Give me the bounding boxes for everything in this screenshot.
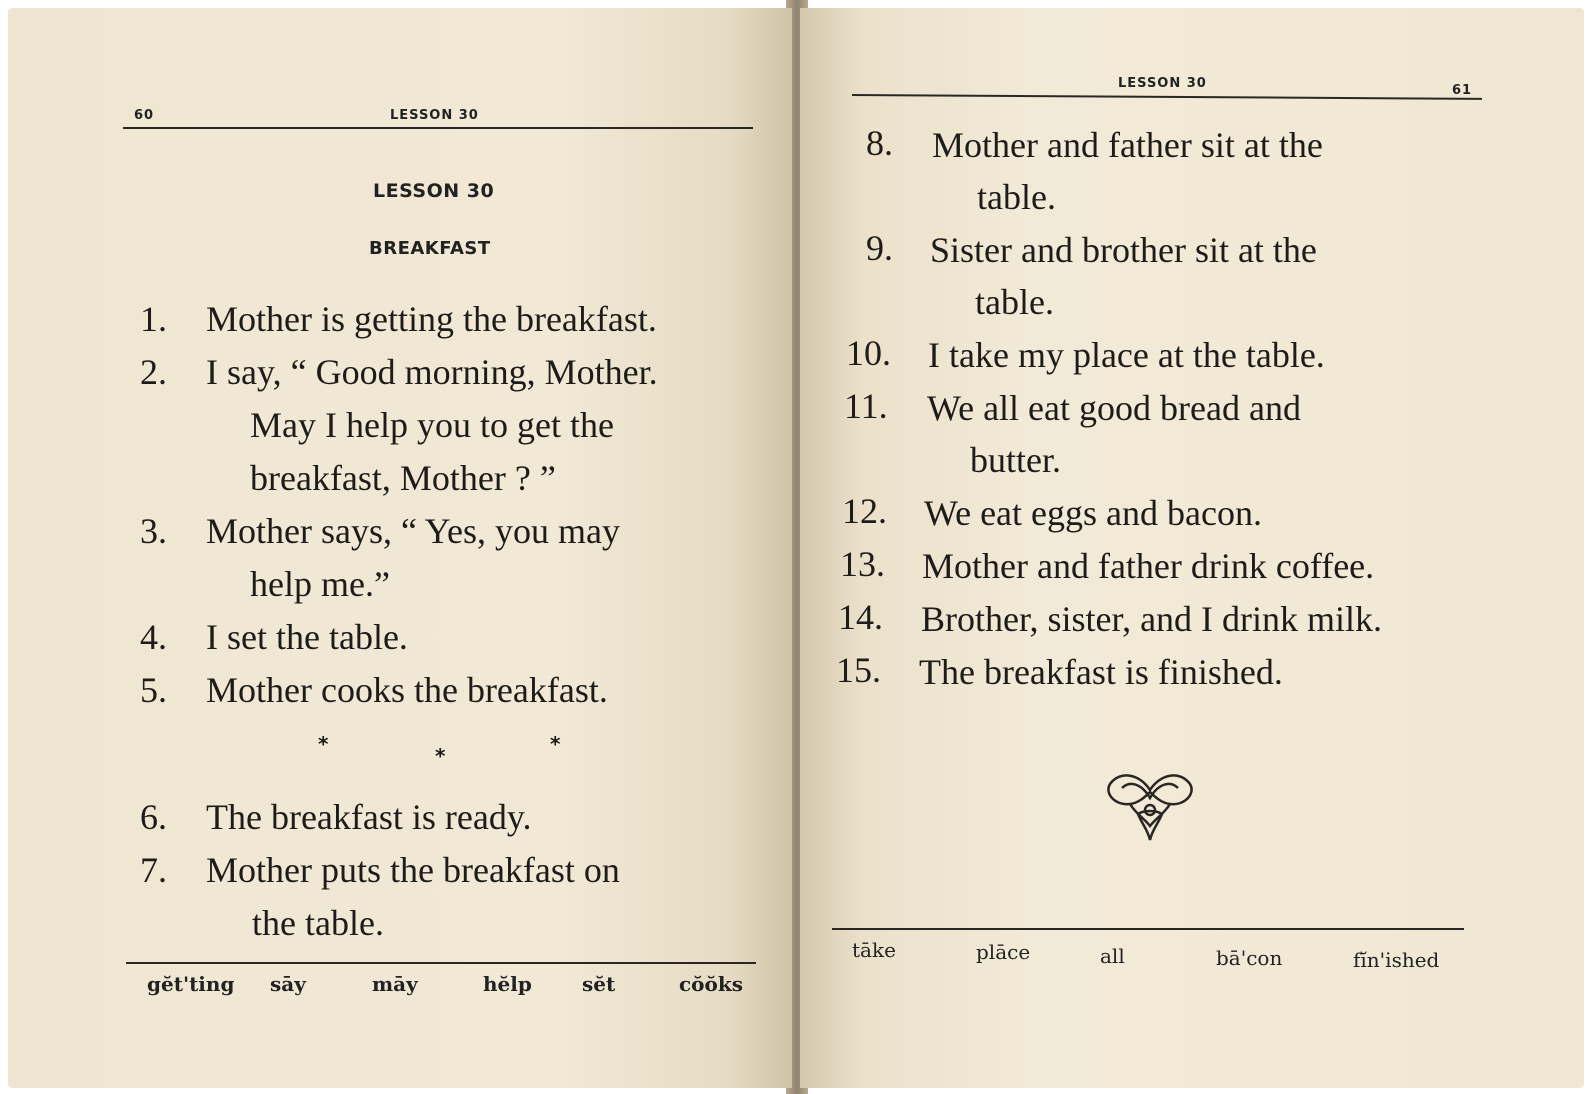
vocab-word: sĕt [582, 972, 616, 996]
right-running-head: LESSON 30 [1118, 76, 1207, 91]
vocab-word: hĕlp [483, 972, 532, 996]
item-number: 12. [842, 491, 887, 531]
left-page-number: 60 [134, 108, 155, 123]
item-line: May I help you to get the [250, 405, 614, 445]
vocab-word: sāy [270, 972, 306, 996]
divider-star: * [550, 732, 561, 756]
vocab-word: gĕt'ting [147, 972, 235, 996]
left-vocab-rule [126, 962, 756, 964]
item-line: Mother is getting the breakfast. [206, 299, 657, 339]
vocab-word: tāke [852, 938, 896, 962]
vocab-word: all [1100, 944, 1125, 968]
item-number: 11. [844, 386, 888, 426]
item-number: 7. [140, 850, 167, 890]
right-header-rule [852, 94, 1482, 100]
lesson-title: LESSON 30 [373, 180, 495, 202]
item-number: 9. [866, 228, 893, 268]
item-line: We eat eggs and bacon. [924, 493, 1262, 533]
right-page-number: 61 [1452, 83, 1473, 98]
left-page [8, 8, 792, 1088]
item-number: 4. [140, 617, 167, 657]
item-line: Mother and father drink coffee. [922, 546, 1375, 586]
item-line: Brother, sister, and I drink milk. [921, 599, 1383, 639]
celtic-knot-ornament-icon [1100, 770, 1200, 846]
item-line: The breakfast is ready. [206, 797, 532, 837]
item-number: 6. [140, 797, 167, 837]
item-number: 8. [866, 123, 893, 163]
item-number: 10. [846, 333, 891, 373]
item-line: The breakfast is finished. [919, 652, 1283, 692]
item-line: the table. [252, 903, 384, 943]
vocab-word: fĭn'ished [1353, 948, 1440, 972]
item-line: butter. [970, 440, 1061, 480]
divider-star: * [435, 744, 446, 768]
item-line: I take my place at the table. [928, 335, 1325, 375]
right-vocab-rule [832, 928, 1464, 930]
item-number: 13. [840, 544, 885, 584]
item-line: Mother says, “ Yes, you may [206, 511, 620, 551]
divider-star: * [318, 732, 329, 756]
item-line: breakfast, Mother ? ” [250, 458, 556, 498]
vocab-word: cŏŏks [679, 972, 743, 996]
vocab-word: plāce [976, 940, 1031, 964]
item-number: 15. [836, 650, 881, 690]
item-line: Mother puts the breakfast on [206, 850, 620, 890]
item-line: Mother and father sit at the [932, 125, 1323, 165]
left-header-rule [123, 127, 753, 129]
left-running-head: LESSON 30 [390, 108, 479, 123]
item-line: Mother cooks the breakfast. [206, 670, 608, 710]
vocab-word: bā'con [1216, 946, 1283, 970]
item-line: We all eat good bread and [927, 388, 1301, 428]
item-line: Sister and brother sit at the [930, 230, 1317, 270]
item-line: table. [975, 282, 1054, 322]
item-line: help me.” [250, 564, 390, 604]
item-number: 5. [140, 670, 167, 710]
item-number: 14. [838, 597, 883, 637]
item-line: I set the table. [206, 617, 408, 657]
item-number: 3. [140, 511, 167, 551]
right-page [800, 8, 1584, 1088]
vocab-word: māy [372, 972, 418, 996]
item-number: 1. [140, 299, 167, 339]
item-number: 2. [140, 352, 167, 392]
section-title: BREAKFAST [369, 238, 491, 259]
item-line: I say, “ Good morning, Mother. [206, 352, 658, 392]
item-line: table. [977, 177, 1056, 217]
